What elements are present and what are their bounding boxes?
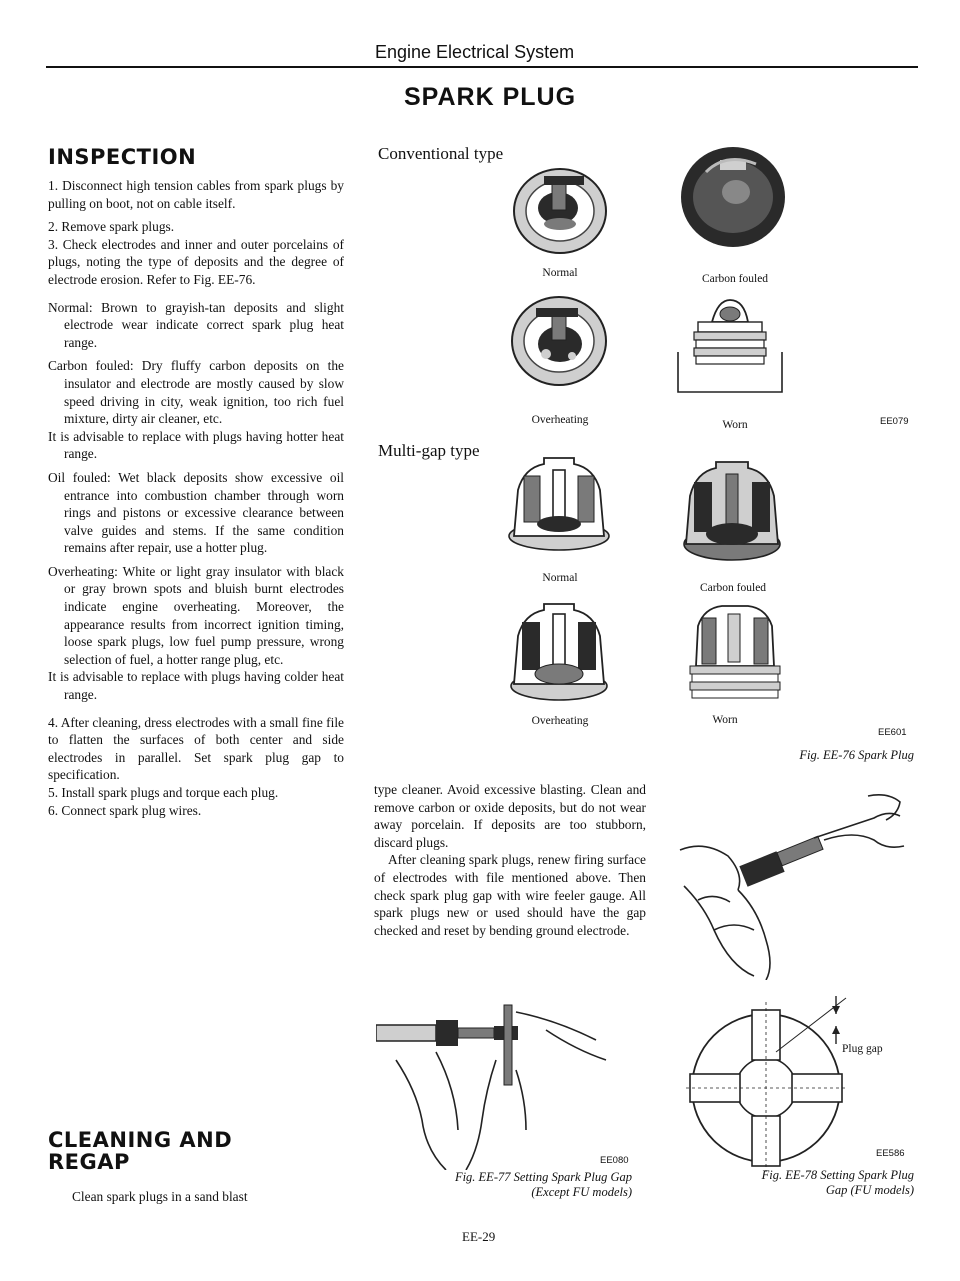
page-number: EE-29 — [462, 1229, 496, 1244]
cleaning-paragraph-2: After cleaning spark plugs, renew firing surface of electrodes with file mentioned above. Then check spark plug gap with wire feeler gauge. All spark plugs new or used should have the gap checked and reset by bending ground electrode. — [374, 852, 646, 938]
caption-conv-overheating: Overheating — [531, 414, 589, 426]
header-title: Engine Electrical System — [375, 42, 575, 62]
step-6: 6. Connect spark plug wires. — [48, 802, 202, 818]
feeler-gauge-illustration — [376, 1000, 626, 1170]
fig-ee78-caption-line1: Fig. EE-78 Setting Spark Plug — [761, 1168, 914, 1182]
caption-conv-worn: Worn — [722, 419, 748, 431]
condition-label: Oil fouled: — [48, 469, 111, 485]
condition-label: Normal: — [48, 299, 93, 315]
page-heading: SPARK PLUG — [404, 83, 577, 111]
cleaning-continued-text — [374, 781, 646, 945]
conventional-carbon-fouled-plug-image — [676, 142, 790, 252]
cleaning-text: Clean spark plugs in a sand blast — [72, 1189, 248, 1204]
code-ee601: EE601 — [878, 727, 907, 738]
caption-conv-carbon-fouled: Carbon fouled — [701, 273, 769, 285]
condition-text: Brown to grayish-tan deposits and slight electrode wear indicate correct spark plug heat range. — [64, 299, 344, 350]
fig-ee78-caption-line2: Gap (FU models) — [825, 1183, 914, 1197]
caption-multi-carbon-fouled: Carbon fouled — [699, 582, 767, 594]
inspection-body — [48, 177, 344, 825]
caption-multi-overheating: Overheating — [531, 715, 589, 727]
hand-holding-spark-plug-illustration — [674, 790, 920, 980]
multigap-normal-plug-image — [504, 450, 614, 554]
plug-gap-label: Plug gap — [842, 1043, 883, 1055]
code-ee586: EE586 — [876, 1148, 905, 1159]
caption-multi-normal: Normal — [542, 572, 578, 584]
step-4: 4. After cleaning, dress electrodes with a small fine file to flatten the surfaces of both center and side electrodes in parallel. Set spark plug gap to specification. — [48, 714, 344, 783]
step-1: 1. Disconnect high tension cables from spark plugs by pulling on boot, not on cable itself. — [48, 178, 344, 211]
cleaning-paragraph-1: type cleaner. Avoid excessive blasting. Clean and remove carbon or oxide deposits, but do not wear away porcelain. If deposits are too stubborn, discard plugs. — [374, 782, 646, 850]
conventional-type-label: Conventional type — [378, 144, 504, 163]
code-ee079: EE079 — [880, 416, 909, 427]
condition-label: Overheating: — [48, 563, 118, 579]
condition-text: Wet black deposits show excessive oil entrance into combustion chamber through worn rings and pistons or excessive clearance between valve guides and stems. If the same condition remains after repair, use a hotter plug. — [64, 469, 345, 556]
condition-text: Dry fluffy carbon deposits on the insulator and electrode are mostly caused by slow speed driving in city, weak ignition, too rich fuel mixture, dirty air cleaner, etc. — [64, 358, 344, 427]
cleaning-title-line2: REGAP — [48, 1150, 130, 1174]
condition-normal — [48, 299, 344, 352]
condition-note: It is advisable to replace with plugs having hotter heat range. — [48, 428, 344, 462]
caption-multi-worn: Worn — [712, 714, 738, 726]
fig-ee77-caption-line2: (Except FU models) — [531, 1185, 632, 1199]
condition-note: It is advisable to replace with plugs having colder heat range. — [48, 669, 344, 703]
multigap-overheating-plug-image — [504, 596, 614, 704]
code-ee080: EE080 — [600, 1155, 629, 1166]
condition-oil-fouled — [48, 469, 344, 557]
fig-ee77-caption-line1: Fig. EE-77 Setting Spark Plug Gap — [454, 1170, 632, 1184]
header-rule — [46, 66, 918, 68]
multi-gap-type-label: Multi-gap type — [378, 441, 480, 460]
multigap-carbon-fouled-plug-image — [676, 456, 788, 564]
step-3: 3. Check electrodes and inner and outer porcelains of plugs, noting the type of deposits and the degree of electrode erosion. Refer to Fig. EE-76. — [48, 236, 344, 287]
conventional-overheating-plug-image — [506, 294, 612, 388]
condition-overheating — [48, 563, 344, 704]
step-5: 5. Install spark plugs and torque each plug. — [48, 785, 279, 800]
conventional-worn-plug-image — [670, 292, 790, 412]
plug-gap-diagram — [686, 992, 916, 1172]
condition-carbon-fouled — [48, 357, 344, 463]
fig-ee77-caption — [376, 1170, 632, 1200]
multigap-worn-plug-image — [680, 600, 790, 708]
fig-ee78-caption — [690, 1168, 914, 1198]
fig-ee76-caption: Fig. EE-76 Spark Plug — [799, 748, 914, 762]
cleaning-title-line1: CLEANING AND — [48, 1128, 233, 1152]
caption-conv-normal: Normal — [542, 267, 578, 279]
conventional-normal-plug-image — [508, 166, 612, 256]
condition-label: Carbon fouled: — [48, 358, 134, 374]
cleaning-title — [48, 1129, 232, 1173]
condition-text: White or light gray insulator with black or gray brown spots and bluish burnt electrodes indicate engine overheating. Moreover, the appearance results from incorrect ignition timing, loose spark plugs, low fuel pump pressure, wrong selection of fuel, a hotter range plug, etc. — [64, 563, 345, 667]
inspection-title: INSPECTION — [48, 145, 197, 169]
step-2: 2. Remove spark plugs. — [48, 219, 175, 235]
